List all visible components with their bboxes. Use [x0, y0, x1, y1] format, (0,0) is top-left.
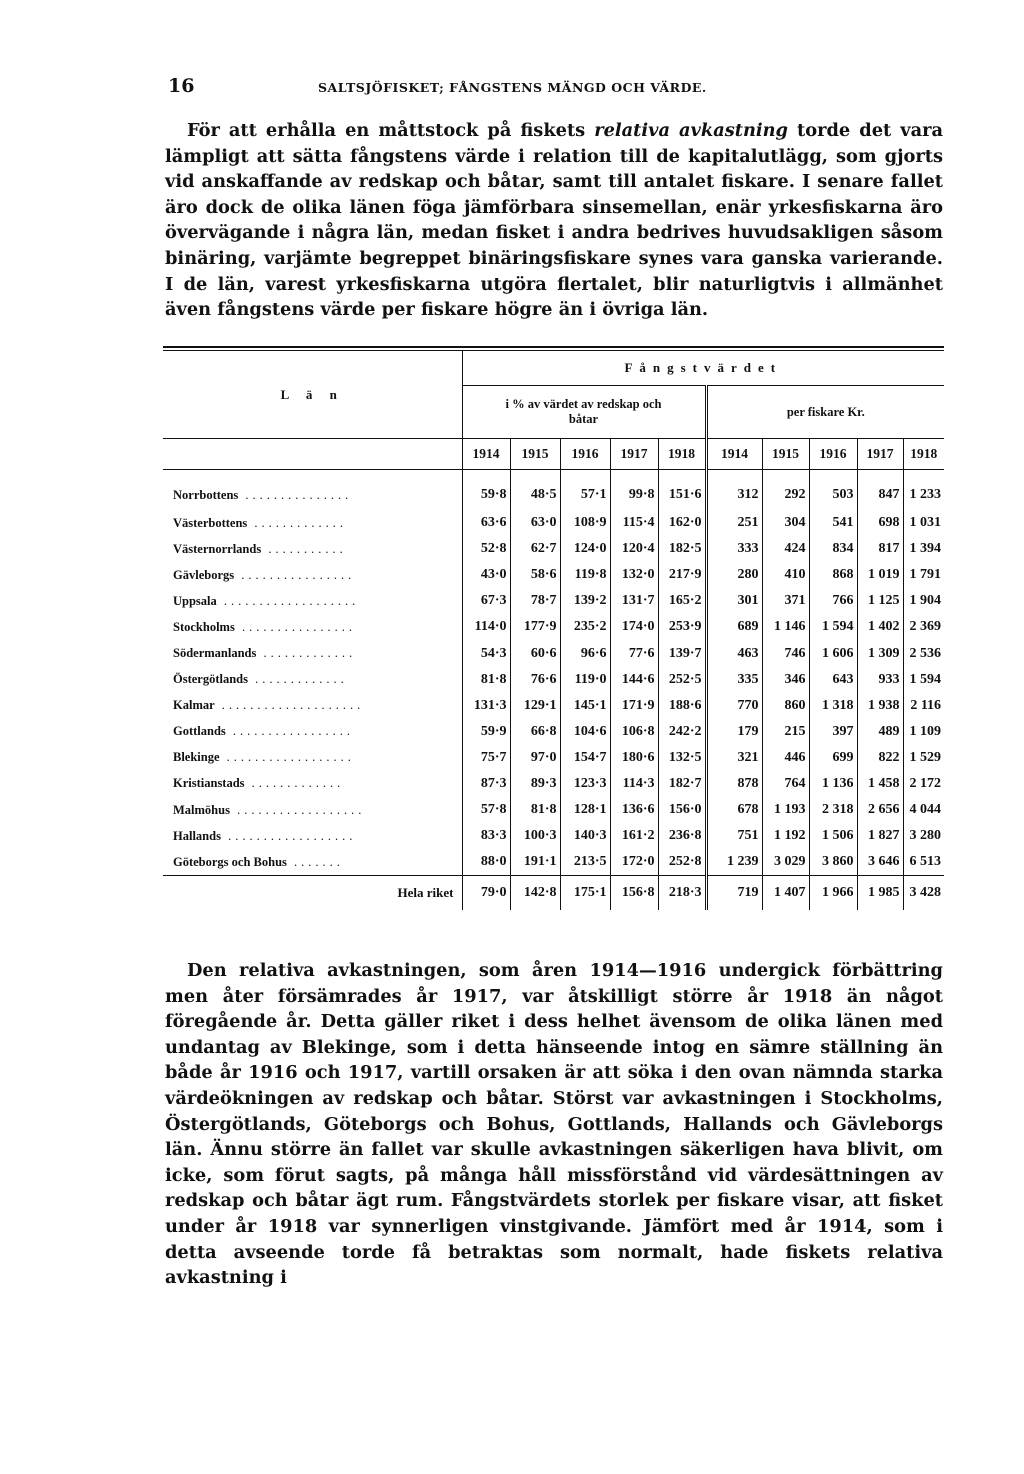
value-cell: 139·2	[560, 588, 610, 614]
value-cell: 182·5	[658, 536, 706, 562]
value-cell: 174·0	[610, 614, 658, 640]
value-cell: 321	[706, 745, 762, 771]
intro-paragraph	[165, 118, 943, 323]
county-name-text: Stockholms	[173, 619, 235, 634]
value-cell: 119·8	[560, 562, 610, 588]
value-cell: 179	[706, 719, 762, 745]
value-cell: 106·8	[610, 719, 658, 745]
value-cell: 77·6	[610, 640, 658, 666]
total-cell: 175·1	[560, 876, 610, 911]
county-name	[163, 588, 462, 614]
value-cell: 1 318	[809, 693, 857, 719]
total-cell: 142·8	[510, 876, 560, 911]
value-cell: 66·8	[510, 719, 560, 745]
county-name	[163, 562, 462, 588]
value-cell: 446	[762, 745, 809, 771]
value-cell: 424	[762, 536, 809, 562]
year-header: 1916	[809, 439, 857, 470]
value-cell: 3 646	[857, 849, 903, 876]
value-cell: 766	[809, 588, 857, 614]
value-cell: 770	[706, 693, 762, 719]
county-name	[163, 771, 462, 797]
value-cell: 868	[809, 562, 857, 588]
county-name-text: Hallands	[173, 828, 221, 843]
value-cell: 156·0	[658, 797, 706, 823]
value-cell: 59·8	[462, 470, 510, 511]
value-cell: 83·3	[462, 823, 510, 849]
value-cell: 251	[706, 510, 762, 536]
value-cell: 847	[857, 470, 903, 511]
value-cell: 2 318	[809, 797, 857, 823]
county-name	[163, 614, 462, 640]
value-cell: 57·1	[560, 470, 610, 511]
value-cell: 746	[762, 640, 809, 666]
value-cell: 1 109	[903, 719, 944, 745]
value-cell: 120·4	[610, 536, 658, 562]
county-name	[163, 693, 462, 719]
value-cell: 333	[706, 536, 762, 562]
county-name-text: Gävleborgs	[173, 567, 235, 582]
value-cell: 165·2	[658, 588, 706, 614]
value-cell: 312	[706, 470, 762, 511]
leader-dots: .......	[286, 854, 344, 869]
leader-dots: ................	[234, 619, 356, 634]
year-header: 1915	[762, 439, 809, 470]
subheader-percent	[462, 386, 706, 439]
value-cell: 2 369	[903, 614, 944, 640]
value-cell: 1 019	[857, 562, 903, 588]
total-cell: 1 407	[762, 876, 809, 911]
value-cell: 4 044	[903, 797, 944, 823]
value-cell: 136·6	[610, 797, 658, 823]
total-row	[163, 876, 944, 911]
value-cell: 100·3	[510, 823, 560, 849]
table-row	[163, 719, 944, 745]
year-header-spacer	[163, 439, 462, 470]
value-cell: 131·3	[462, 693, 510, 719]
value-cell: 131·7	[610, 588, 658, 614]
total-label: Hela riket	[163, 876, 462, 911]
value-cell: 78·7	[510, 588, 560, 614]
county-name-text: Östergötlands	[173, 672, 248, 687]
value-cell: 235·2	[560, 614, 610, 640]
table-row	[163, 588, 944, 614]
page-number: 16	[168, 75, 195, 97]
value-cell: 132·0	[610, 562, 658, 588]
county-name-text: Göteborgs och Bohus	[173, 854, 287, 869]
value-cell: 1 309	[857, 640, 903, 666]
value-cell: 860	[762, 693, 809, 719]
value-cell: 1 827	[857, 823, 903, 849]
value-cell: 48·5	[510, 470, 560, 511]
leader-dots: ..................	[229, 802, 366, 817]
county-name	[163, 745, 462, 771]
value-cell: 1 529	[903, 745, 944, 771]
year-header: 1917	[857, 439, 903, 470]
conclusion-paragraph: Den relativa avkastningen, som åren 1914—1916 undergick förbättring men åter försämrades år 1917, var åtskilligt större år 1918 än något föregående år. Detta gäller riket i dess helhet ävensom de olika länen med undantag av Blekinge, som i detta hänseende intog en sämre ställning än både år 1916 och 1917, vartill orsaken är att söka i den ovan nämnda starka värdeökningen av redskap och båtar. Störst var avkastningen i Stockholms, Östergötlands, Göteborgs och Bohus, Gottlands, Hallands och Gävleborgs län. Ännu större än fallet var skulle avkastningen säkerligen hava blivit, om icke, som förut sagts, på många håll missförstånd vid värdesättningen av redskap och båtar ägt rum. Fångstvärdets storlek per fiskare visar, att fisket under år 1918 var synnerligen vinstgivande. Jämfört med år 1914, som i detta avseende torde få betraktas som normalt, hade fiskets relativa avkastning i	[165, 960, 943, 1289]
table-row	[163, 849, 944, 876]
year-header: 1917	[610, 439, 658, 470]
value-cell: 154·7	[560, 745, 610, 771]
value-cell: 346	[762, 667, 809, 693]
table-row	[163, 745, 944, 771]
county-name	[163, 640, 462, 666]
county-name	[163, 849, 462, 876]
value-cell: 63·0	[510, 510, 560, 536]
value-cell: 1 606	[809, 640, 857, 666]
leader-dots: .............	[248, 672, 348, 687]
value-cell: 180·6	[610, 745, 658, 771]
value-cell: 3 860	[809, 849, 857, 876]
value-cell: 678	[706, 797, 762, 823]
leader-dots: ...................	[216, 593, 360, 608]
value-cell: 463	[706, 640, 762, 666]
value-cell: 96·6	[560, 640, 610, 666]
county-name	[163, 797, 462, 823]
value-cell: 60·6	[510, 640, 560, 666]
value-cell: 213·5	[560, 849, 610, 876]
value-cell: 132·5	[658, 745, 706, 771]
value-cell: 304	[762, 510, 809, 536]
table-body	[163, 470, 944, 876]
column-header-lan: L ä n	[280, 386, 344, 402]
value-cell: 689	[706, 614, 762, 640]
value-cell: 1 394	[903, 536, 944, 562]
value-cell: 162·0	[658, 510, 706, 536]
intro-text-before: För att erhålla en måttstock på fiskets	[187, 120, 595, 141]
leader-dots: ...........	[261, 541, 347, 556]
data-table	[163, 351, 944, 910]
table-row	[163, 470, 944, 511]
leader-dots: ................	[234, 567, 356, 582]
table-row	[163, 640, 944, 666]
value-cell: 81·8	[510, 797, 560, 823]
county-name-text: Västernorrlands	[173, 541, 262, 556]
value-cell: 67·3	[462, 588, 510, 614]
county-name-text: Kalmar	[173, 698, 215, 713]
county-name-text: Norrbottens	[173, 487, 239, 502]
county-name	[163, 536, 462, 562]
value-cell: 699	[809, 745, 857, 771]
value-cell: 123·3	[560, 771, 610, 797]
value-cell: 76·6	[510, 667, 560, 693]
value-cell: 114·3	[610, 771, 658, 797]
value-cell: 242·2	[658, 719, 706, 745]
value-cell: 177·9	[510, 614, 560, 640]
subheader-percent-label: i % av värdet av redskap och båtar	[505, 397, 662, 426]
value-cell: 171·9	[610, 693, 658, 719]
county-name-text: Västerbottens	[173, 515, 248, 530]
value-cell: 97·0	[510, 745, 560, 771]
value-cell: 292	[762, 470, 809, 511]
total-cell: 218·3	[658, 876, 706, 911]
table-row	[163, 536, 944, 562]
value-cell: 2 172	[903, 771, 944, 797]
value-cell: 253·9	[658, 614, 706, 640]
total-cell: 1 966	[809, 876, 857, 911]
total-cell: 156·8	[610, 876, 658, 911]
table-row	[163, 823, 944, 849]
county-name-text: Malmöhus	[173, 802, 230, 817]
value-cell: 489	[857, 719, 903, 745]
value-cell: 115·4	[610, 510, 658, 536]
value-cell: 3 029	[762, 849, 809, 876]
county-name-text: Kristianstads	[173, 776, 245, 791]
value-cell: 1 193	[762, 797, 809, 823]
value-cell: 58·6	[510, 562, 560, 588]
value-cell: 59·9	[462, 719, 510, 745]
value-cell: 88·0	[462, 849, 510, 876]
leader-dots: ..................	[220, 828, 357, 843]
value-cell: 139·7	[658, 640, 706, 666]
value-cell: 1 594	[809, 614, 857, 640]
table-row	[163, 797, 944, 823]
value-cell: 1 192	[762, 823, 809, 849]
value-cell: 643	[809, 667, 857, 693]
value-cell: 2 536	[903, 640, 944, 666]
value-cell: 57·8	[462, 797, 510, 823]
value-cell: 217·9	[658, 562, 706, 588]
value-cell: 236·8	[658, 823, 706, 849]
county-name	[163, 470, 462, 511]
value-cell: 144·6	[610, 667, 658, 693]
table-row	[163, 771, 944, 797]
total-cell: 79·0	[462, 876, 510, 911]
value-cell: 188·6	[658, 693, 706, 719]
value-cell: 1 938	[857, 693, 903, 719]
value-cell: 104·6	[560, 719, 610, 745]
county-name-text: Uppsala	[173, 593, 217, 608]
subheader-per-fisherman	[706, 386, 944, 439]
value-cell: 1 594	[903, 667, 944, 693]
table-total	[163, 876, 944, 911]
value-cell: 191·1	[510, 849, 560, 876]
value-cell: 1 458	[857, 771, 903, 797]
catch-value-table	[163, 346, 944, 910]
year-header: 1915	[510, 439, 560, 470]
county-name	[163, 667, 462, 693]
value-cell: 764	[762, 771, 809, 797]
group-header: Fångstvärdet	[462, 351, 944, 386]
intro-text-after: torde det vara lämpligt att sätta fångstens värde i relation till de kapitalutlägg, som gjorts vid anskaffande av redskap och båtar, samt till antalet fiskare. I senare fallet äro dock de olika länen föga jämförbara sinsemellan, enär yrkesfiskarna äro övervägande i några län, medan fisket i andra bedrives huvudsakligen såsom binäring, varjämte begreppet binäringsfiskare synes vara ganska varierande. I de län, varest yrkesfiskarna utgöra flertalet, blir naturligtvis i allmänhet även fångstens värde per fiskare högre än i övriga län.	[165, 120, 943, 321]
leader-dots: .............	[244, 776, 345, 791]
table-row	[163, 667, 944, 693]
value-cell: 252·5	[658, 667, 706, 693]
value-cell: 215	[762, 719, 809, 745]
intro-emphasis: relativa avkastning	[594, 120, 788, 141]
year-header: 1914	[462, 439, 510, 470]
leader-dots: .................	[225, 724, 355, 739]
year-header: 1914	[706, 439, 762, 470]
value-cell: 81·8	[462, 667, 510, 693]
value-cell: 1 146	[762, 614, 809, 640]
value-cell: 43·0	[462, 562, 510, 588]
leader-dots: ..................	[219, 750, 355, 765]
value-cell: 119·0	[560, 667, 610, 693]
table-row	[163, 693, 944, 719]
value-cell: 182·7	[658, 771, 706, 797]
value-cell: 335	[706, 667, 762, 693]
total-cell: 1 985	[857, 876, 903, 911]
table-row	[163, 510, 944, 536]
leader-dots: ....................	[214, 698, 365, 713]
value-cell: 1 791	[903, 562, 944, 588]
value-cell: 52·8	[462, 536, 510, 562]
value-cell: 145·1	[560, 693, 610, 719]
county-name	[163, 719, 462, 745]
leader-dots: .............	[256, 646, 357, 661]
value-cell: 124·0	[560, 536, 610, 562]
year-header: 1918	[658, 439, 706, 470]
value-cell: 834	[809, 536, 857, 562]
value-cell: 878	[706, 771, 762, 797]
year-header: 1916	[560, 439, 610, 470]
value-cell: 1 904	[903, 588, 944, 614]
value-cell: 541	[809, 510, 857, 536]
value-cell: 280	[706, 562, 762, 588]
value-cell: 1 031	[903, 510, 944, 536]
year-header: 1918	[903, 439, 944, 470]
value-cell: 151·6	[658, 470, 706, 511]
value-cell: 410	[762, 562, 809, 588]
value-cell: 3 280	[903, 823, 944, 849]
value-cell: 2 116	[903, 693, 944, 719]
value-cell: 933	[857, 667, 903, 693]
county-name-text: Södermanlands	[173, 646, 257, 661]
value-cell: 129·1	[510, 693, 560, 719]
value-cell: 1 239	[706, 849, 762, 876]
value-cell: 62·7	[510, 536, 560, 562]
value-cell: 817	[857, 536, 903, 562]
value-cell: 54·3	[462, 640, 510, 666]
value-cell: 114·0	[462, 614, 510, 640]
value-cell: 371	[762, 588, 809, 614]
county-name	[163, 823, 462, 849]
value-cell: 75·7	[462, 745, 510, 771]
value-cell: 1 506	[809, 823, 857, 849]
value-cell: 252·8	[658, 849, 706, 876]
value-cell: 6 513	[903, 849, 944, 876]
value-cell: 1 125	[857, 588, 903, 614]
value-cell: 89·3	[510, 771, 560, 797]
county-name-text: Blekinge	[173, 750, 220, 765]
value-cell: 172·0	[610, 849, 658, 876]
value-cell: 301	[706, 588, 762, 614]
value-cell: 87·3	[462, 771, 510, 797]
value-cell: 1 233	[903, 470, 944, 511]
value-cell: 822	[857, 745, 903, 771]
value-cell: 1 136	[809, 771, 857, 797]
value-cell: 503	[809, 470, 857, 511]
subheader-per-fisherman-label: per fiskare Kr.	[786, 404, 865, 419]
county-name-text: Gottlands	[173, 724, 226, 739]
value-cell: 63·6	[462, 510, 510, 536]
total-cell: 719	[706, 876, 762, 911]
value-cell: 128·1	[560, 797, 610, 823]
county-name	[163, 510, 462, 536]
leader-dots: .............	[247, 515, 348, 530]
running-title: SALTSJÖFISKET; FÅNGSTENS MÄNGD OCH VÄRDE.	[318, 80, 707, 95]
value-cell: 397	[809, 719, 857, 745]
value-cell: 698	[857, 510, 903, 536]
value-cell: 751	[706, 823, 762, 849]
value-cell: 108·9	[560, 510, 610, 536]
table-row	[163, 562, 944, 588]
total-cell: 3 428	[903, 876, 944, 911]
value-cell: 140·3	[560, 823, 610, 849]
value-cell: 99·8	[610, 470, 658, 511]
value-cell: 2 656	[857, 797, 903, 823]
table-row	[163, 614, 944, 640]
leader-dots: ...............	[238, 487, 353, 502]
value-cell: 1 402	[857, 614, 903, 640]
value-cell: 161·2	[610, 823, 658, 849]
